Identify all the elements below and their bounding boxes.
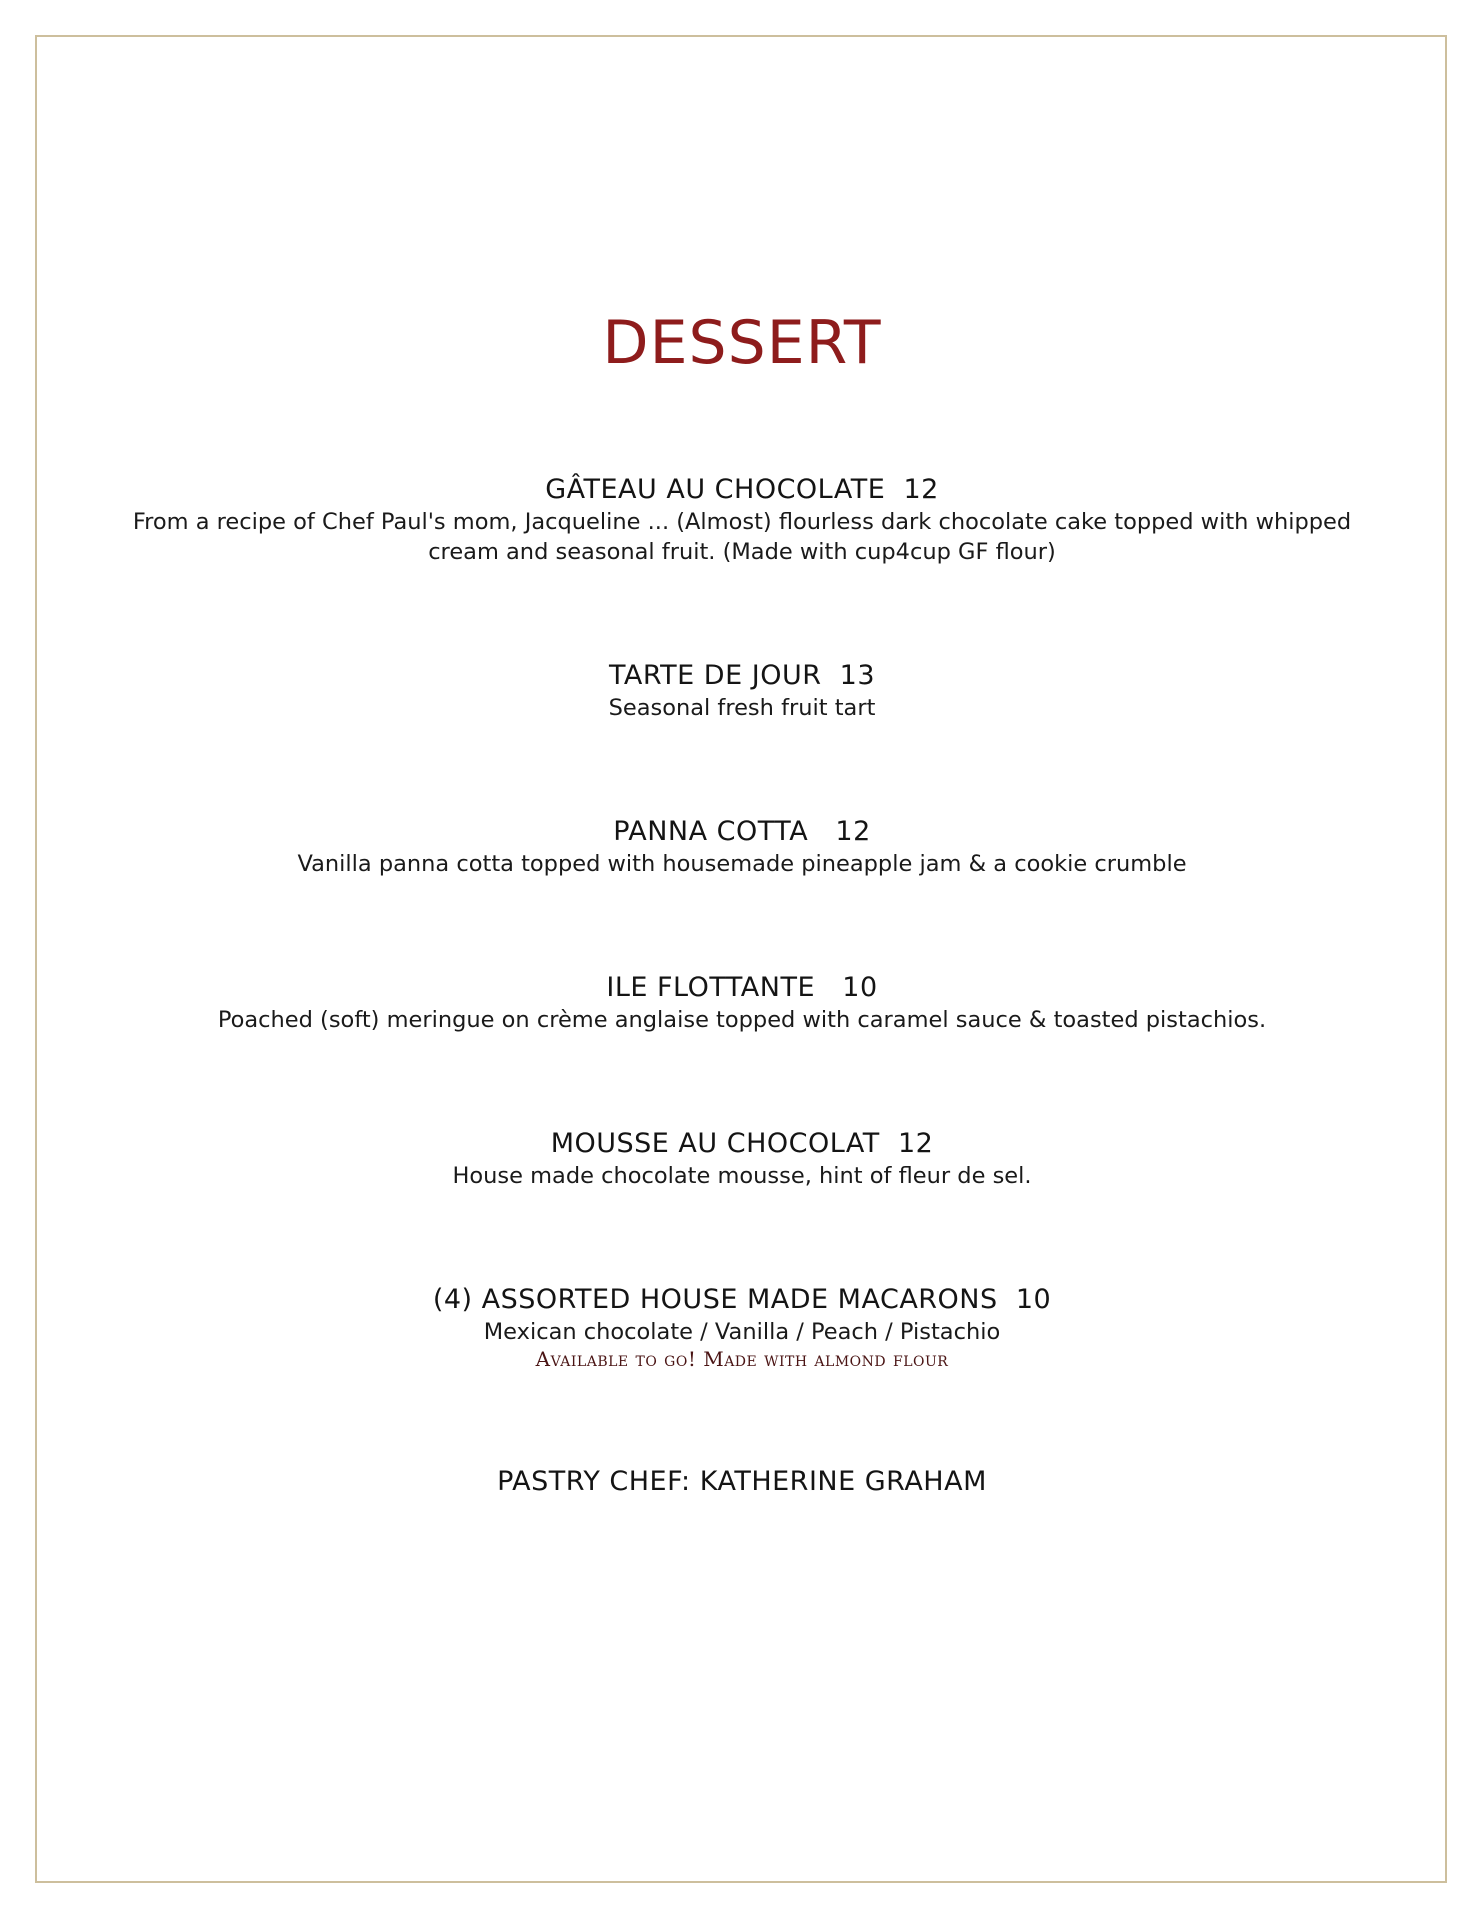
menu-item-heading bbox=[0, 971, 1484, 1005]
menu-item-description: Vanilla panna cotta topped with housemade pineapple jam & a cookie crumble bbox=[297, 851, 1187, 877]
menu-item-gateau bbox=[0, 473, 1484, 567]
menu-item-description: Seasonal fresh fruit tart bbox=[608, 695, 876, 721]
menu-item-price: 10 bbox=[1015, 1284, 1052, 1315]
menu-item-price: 13 bbox=[839, 660, 875, 691]
menu-item-name: TARTE DE JOUR bbox=[609, 660, 822, 691]
menu-item-name: ILE FLOTTANTE bbox=[606, 972, 816, 1003]
menu-item-price: 10 bbox=[842, 972, 878, 1003]
menu-item-tarte bbox=[0, 659, 1484, 723]
menu-item-description: Poached (soft) meringue on crème anglaise topped with caramel sauce & toasted pistachios. bbox=[217, 1007, 1267, 1033]
menu-item-name: PANNA COTTA bbox=[613, 816, 809, 847]
menu-item-note: Available to go! Made with almond flour bbox=[535, 1347, 949, 1371]
menu-item-name: GÂTEAU AU CHOCOLATE bbox=[545, 474, 886, 505]
menu-item-description: From a recipe of Chef Paul's mom, Jacqueline ... (Almost) flourless dark chocolate cake topped with whipped cream and seasonal fruit. (Made with cup4cup GF flour) bbox=[132, 509, 1352, 565]
menu-item-mousse bbox=[0, 1127, 1484, 1191]
menu-item-heading bbox=[0, 815, 1484, 849]
menu-item-name: (4) ASSORTED HOUSE MADE MACARONS bbox=[432, 1284, 998, 1315]
menu-item-description: House made chocolate mousse, hint of fleur de sel. bbox=[452, 1163, 1032, 1189]
menu-item-description: Mexican chocolate / Vanilla / Peach / Pistachio bbox=[483, 1319, 1001, 1345]
menu-item-panna-cotta bbox=[0, 815, 1484, 879]
menu-item-price: 12 bbox=[903, 474, 939, 505]
menu-item-macarons bbox=[0, 1283, 1484, 1371]
menu-item-heading bbox=[0, 1127, 1484, 1161]
menu-item-heading bbox=[0, 1283, 1484, 1317]
pastry-chef-credit: PASTRY CHEF: KATHERINE GRAHAM bbox=[497, 1466, 987, 1497]
menu-item-price: 12 bbox=[835, 816, 871, 847]
menu-item-heading bbox=[0, 473, 1484, 507]
menu-item-heading bbox=[0, 659, 1484, 693]
menu-item-name: MOUSSE AU CHOCOLAT bbox=[550, 1128, 880, 1159]
menu-item-price: 12 bbox=[897, 1128, 934, 1159]
menu-title: DESSERT bbox=[602, 308, 882, 378]
menu-item-ile-flottante bbox=[0, 971, 1484, 1035]
